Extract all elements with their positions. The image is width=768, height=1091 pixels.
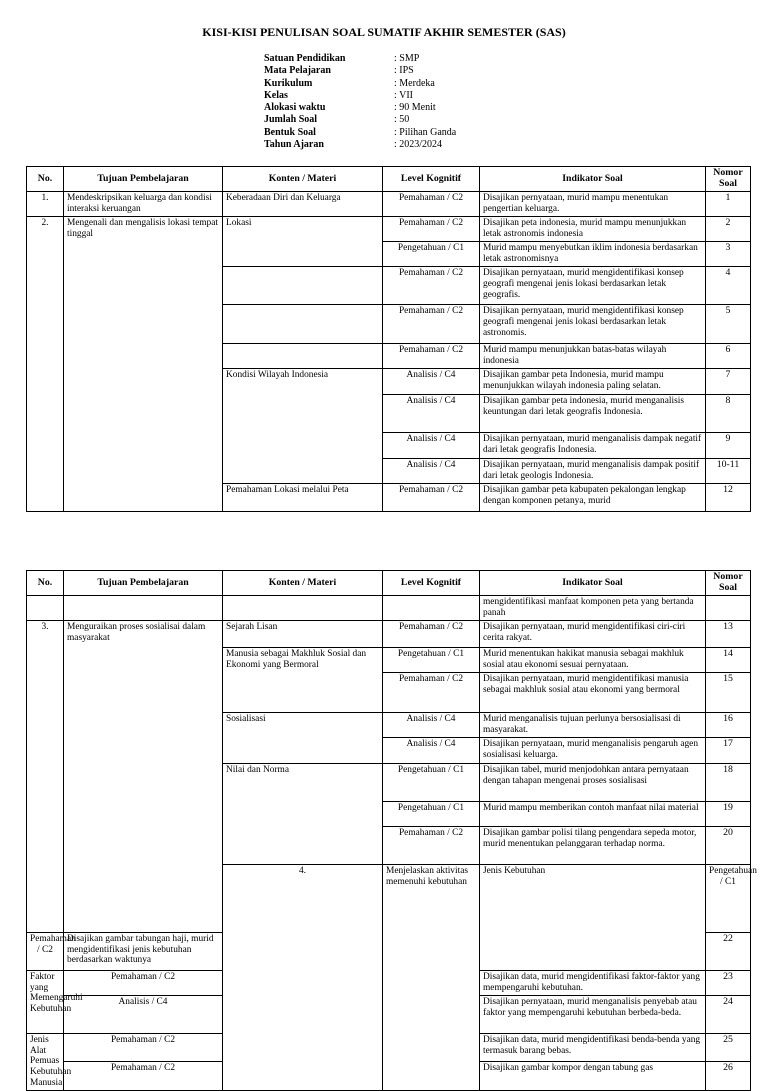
cell-level-kognitif: Analisis / C4 — [383, 395, 480, 433]
cell-konten-materi — [223, 267, 383, 305]
cell-nomor-soal: 19 — [706, 802, 751, 827]
meta-label: Mata Pelajaran — [264, 65, 331, 77]
cell-level-kognitif: Pemahaman / C2 — [383, 267, 480, 305]
cell-tujuan-pembelajaran: Menjelaskan aktivitas memenuhi kebutuhan — [383, 865, 480, 1091]
header-konten-materi: Konten / Materi — [223, 167, 383, 192]
cell-indikator-soal: Disajikan pernyataan, murid menganalisis penyebab atau faktor yang mempengaruhi kebutuhan berbeda-beda. — [480, 995, 706, 1033]
cell-tujuan-pembelajaran: Mendeskripsikan keluarga dan kondisi interaksi keruangan — [64, 192, 223, 217]
cell-nomor-soal: 1 — [706, 192, 751, 217]
cell-indikator-soal: Murid mampu menunjukkan batas-batas wilayah indonesia — [480, 344, 706, 369]
cell-indikator-soal: Disajikan pernyataan, murid mengidentifikasi manusia sebagai makhluk sosial atau ekonomi yang bermoral — [480, 673, 706, 713]
table-row — [27, 192, 751, 217]
cell-konten-materi: Lokasi — [223, 217, 383, 267]
cell-konten-materi: Nilai dan Norma — [223, 764, 383, 865]
cell-indikator-soal: Disajikan data, murid mengidentifikasi faktor-faktor yang mempengaruhi kebutuhan. — [480, 970, 706, 995]
cell-nomor-soal: 10-11 — [706, 459, 751, 484]
cell-konten-materi: Sejarah Lisan — [223, 621, 383, 648]
cell-indikator-soal: Disajikan pernyataan, murid menganalisis pengaruh agen sosialisasi keluarga. — [480, 738, 706, 764]
header-indikator-soal: Indikator Soal — [480, 571, 706, 596]
meta-row — [264, 139, 456, 151]
header-tujuan-pembelajaran: Tujuan Pembelajaran — [64, 571, 223, 596]
cell-indikator-soal: Disajikan pernyataan, murid menganalisis dampak negatif dari letak geografis Indonesia. — [480, 433, 706, 459]
cell-nomor-soal: 3 — [706, 242, 751, 267]
cell-indikator-soal: Disajikan pernyataan, murid mengidentifikasi konsep geografi mengenai jenis lokasi berdasarkan letak astronomis. — [480, 305, 706, 344]
meta-label: Kelas — [264, 89, 288, 101]
header-konten-materi: Konten / Materi — [223, 571, 383, 596]
cell-indikator-soal: Disajikan pernyataan, murid mengidentifikasi ciri-ciri cerita rakyat. — [480, 621, 706, 648]
meta-value: : Merdeka — [394, 77, 435, 89]
cell-level-kognitif: Analisis / C4 — [383, 433, 480, 459]
cell-no: 3. — [27, 621, 64, 933]
cell-nomor-soal: 9 — [706, 433, 751, 459]
cell-level-kognitif: Pengetahuan / C1 — [383, 242, 480, 267]
document-title: KISI-KISI PENULISAN SOAL SUMATIF AKHIR SEMESTER (SAS) — [202, 25, 566, 39]
cell-konten-materi: Kondisi Wilayah Indonesia — [223, 369, 383, 484]
cell-level-kognitif: Analisis / C4 — [64, 995, 223, 1033]
header-indikator-soal: Indikator Soal — [480, 167, 706, 192]
table-header-row — [27, 571, 751, 596]
cell-level-kognitif: Pemahaman / C2 — [383, 305, 480, 344]
meta-label: Satuan Pendidikan — [264, 53, 346, 64]
header-no: No. — [27, 167, 64, 192]
cell-nomor-soal: 7 — [706, 369, 751, 395]
cell-no: 1. — [27, 192, 64, 217]
table-header-row — [27, 167, 751, 192]
meta-label: Alokasi waktu — [264, 102, 326, 114]
cell-indikator-soal: mengidentifikasi manfaat komponen peta yang bertanda panah — [480, 596, 706, 621]
cell-indikator-soal: Disajikan gambar tabungan haji, murid mengidentifikasi jenis kebutuhan berdasarkan waktunya — [64, 932, 223, 970]
meta-value: : 90 Menit — [394, 102, 436, 114]
cell-konten-materi: Pemahaman Lokasi melalui Peta — [223, 484, 383, 512]
cell-nomor-soal: 22 — [706, 932, 751, 970]
cell-level-kognitif: Pengetahuan / C1 — [383, 802, 480, 827]
meta-label: Kurikulum — [264, 77, 313, 89]
cell-indikator-soal: Disajikan peta indonesia, murid mampu menunjukkan letak astronomis indonesia — [480, 217, 706, 242]
cell-nomor-soal: 23 — [706, 970, 751, 995]
cell-konten-materi: Sosialisasi — [223, 713, 383, 764]
header-level-kognitif: Level Kognitif — [383, 571, 480, 596]
cell-nomor-soal: 2 — [706, 217, 751, 242]
cell-konten-materi: Faktor yang Memengaruhi Kebutuhan — [27, 970, 64, 1033]
cell-nomor-soal: 8 — [706, 395, 751, 433]
cell-indikator-soal: Disajikan gambar peta indonesia, murid menganalisis keuntungan dari letak geografis Indonesia. — [480, 395, 706, 433]
cell-level-kognitif: Pemahaman / C2 — [383, 484, 480, 512]
header-nomor-soal: Nomor Soal — [706, 571, 751, 596]
cell-level-kognitif: Analisis / C4 — [383, 459, 480, 484]
cell-indikator-soal: Disajikan data, murid mengidentifikasi benda-benda yang termasuk barang bebas. — [480, 1033, 706, 1061]
cell-indikator-soal: Disajikan tabel, murid menjodohkan antara pernyataan dengan tahapan mengenai proses sosialisasi — [480, 764, 706, 802]
cell-nomor-soal: 26 — [706, 1062, 751, 1091]
cell-konten-materi: Jenis Alat Pemuas Kebutuhan Manusia — [27, 1033, 64, 1090]
cell-level-kognitif: Pemahaman / C2 — [383, 217, 480, 242]
meta-row — [264, 102, 456, 114]
header-level-kognitif: Level Kognitif — [383, 167, 480, 192]
meta-value: : SMP — [394, 53, 420, 64]
cell-indikator-soal: Disajikan gambar peta Indonesia, murid mampu menunjukkan wilayah indonesia paling selatan. — [480, 369, 706, 395]
header-no: No. — [27, 571, 64, 596]
meta-value: : Pilihan Ganda — [394, 126, 457, 138]
meta-label: Bentuk Soal — [264, 126, 316, 138]
cell-level-kognitif: Pemahaman / C2 — [383, 673, 480, 713]
cell-level-kognitif: Pengetahuan / C1 — [383, 648, 480, 673]
cell-level-kognitif: Pemahaman / C2 — [383, 827, 480, 865]
cell-tujuan-pembelajaran: Menguraikan proses sosialisai dalam masyarakat — [64, 621, 223, 933]
cell-nomor-soal: 20 — [706, 827, 751, 865]
cell-konten-materi — [223, 596, 383, 621]
cell-nomor-soal: 16 — [706, 713, 751, 738]
cell-nomor-soal: 13 — [706, 621, 751, 648]
cell-level-kognitif: Pengetahuan / C1 — [706, 865, 751, 933]
table-row — [27, 596, 751, 621]
table-body — [27, 596, 757, 1091]
cell-no — [27, 596, 64, 621]
cell-no: 2. — [27, 217, 64, 512]
document-meta — [264, 53, 456, 151]
kisi-kisi-table-page-2 — [26, 570, 757, 1091]
cell-tujuan-pembelajaran: Mengenali dan mengalisis lokasi tempat tinggal — [64, 217, 223, 512]
table-row — [27, 217, 751, 242]
meta-value: : VII — [394, 89, 413, 101]
cell-level-kognitif: Pemahaman / C2 — [64, 1033, 223, 1061]
cell-nomor-soal: 25 — [706, 1033, 751, 1061]
cell-indikator-soal: Disajikan gambar polisi tilang pengendara sepeda motor, murid menentukan pelanggaran terhadap norma. — [480, 827, 706, 865]
cell-level-kognitif: Pengetahuan / C1 — [383, 764, 480, 802]
cell-konten-materi — [223, 305, 383, 344]
cell-level-kognitif: Pemahaman / C2 — [383, 621, 480, 648]
cell-tujuan-pembelajaran — [64, 596, 223, 621]
meta-row — [264, 65, 456, 77]
cell-nomor-soal: 4 — [706, 267, 751, 305]
meta-label: Tahun Ajaran — [264, 139, 324, 151]
table-body — [27, 192, 751, 512]
meta-label: Jumlah Soal — [264, 114, 318, 126]
cell-konten-materi — [223, 344, 383, 369]
meta-row — [264, 127, 456, 139]
meta-row — [264, 114, 456, 126]
cell-level-kognitif: Analisis / C4 — [383, 738, 480, 764]
cell-indikator-soal: Disajikan gambar kompor dengan tabung gas — [480, 1062, 706, 1091]
cell-level-kognitif: Pemahaman / C2 — [64, 1062, 223, 1091]
kisi-kisi-table-page-1 — [26, 166, 751, 512]
cell-nomor-soal: 18 — [706, 764, 751, 802]
cell-nomor-soal: 15 — [706, 673, 751, 713]
cell-nomor-soal: 12 — [706, 484, 751, 512]
cell-indikator-soal: Murid menentukan hakikat manusia sebagai makhluk sosial atau ekonomi sesuai pernyataan. — [480, 648, 706, 673]
cell-nomor-soal: 5 — [706, 305, 751, 344]
meta-row — [264, 90, 456, 102]
cell-indikator-soal: Disajikan gambar peta kabupaten pekalongan lengkap dengan komponen petanya, murid — [480, 484, 706, 512]
cell-level-kognitif: Analisis / C4 — [383, 713, 480, 738]
cell-no: 4. — [223, 865, 383, 1091]
cell-indikator-soal: Murid mampu memberikan contoh manfaat nilai material — [480, 802, 706, 827]
header-nomor-soal: Nomor Soal — [706, 167, 751, 192]
header-tujuan-pembelajaran: Tujuan Pembelajaran — [64, 167, 223, 192]
cell-level-kognitif: Pemahaman / C2 — [64, 970, 223, 995]
cell-nomor-soal: 14 — [706, 648, 751, 673]
meta-value: : IPS — [394, 65, 414, 77]
cell-konten-materi: Jenis Kebutuhan — [480, 865, 706, 971]
cell-indikator-soal: Disajikan pernyataan, murid menganalisis dampak positif dari letak geologis Indonesia. — [480, 459, 706, 484]
cell-nomor-soal: 17 — [706, 738, 751, 764]
cell-indikator-soal: Disajikan pernyataan, murid mengidentifikasi konsep geografi mengenai jenis lokasi berdasarkan letak geografis. — [480, 267, 706, 305]
table-row — [27, 621, 751, 648]
meta-value: : 2023/2024 — [394, 139, 443, 151]
meta-row — [264, 53, 456, 65]
meta-value: : 50 — [394, 114, 410, 126]
cell-konten-materi: Manusia sebagai Makhluk Sosial dan Ekonomi yang Bermoral — [223, 648, 383, 713]
cell-level-kognitif: Analisis / C4 — [383, 369, 480, 395]
cell-level-kognitif: Pemahaman / C2 — [383, 344, 480, 369]
cell-konten-materi: Keberadaan Diri dan Keluarga — [223, 192, 383, 217]
cell-indikator-soal: Disajikan pernyataan, murid mampu menentukan pengertian keluarga. — [480, 192, 706, 217]
cell-level-kognitif: Pemahaman / C2 — [27, 932, 64, 970]
cell-nomor-soal: 6 — [706, 344, 751, 369]
cell-indikator-soal: Murid menganalisis tujuan perlunya bersosialisasi di masyarakat. — [480, 713, 706, 738]
cell-indikator-soal: Murid mampu menyebutkan iklim indonesia berdasarkan letak astronomisnya — [480, 242, 706, 267]
cell-nomor-soal — [706, 596, 751, 621]
cell-nomor-soal: 24 — [706, 995, 751, 1033]
cell-level-kognitif: Pemahaman / C2 — [383, 192, 480, 217]
cell-level-kognitif — [383, 596, 480, 621]
meta-row — [264, 78, 456, 90]
